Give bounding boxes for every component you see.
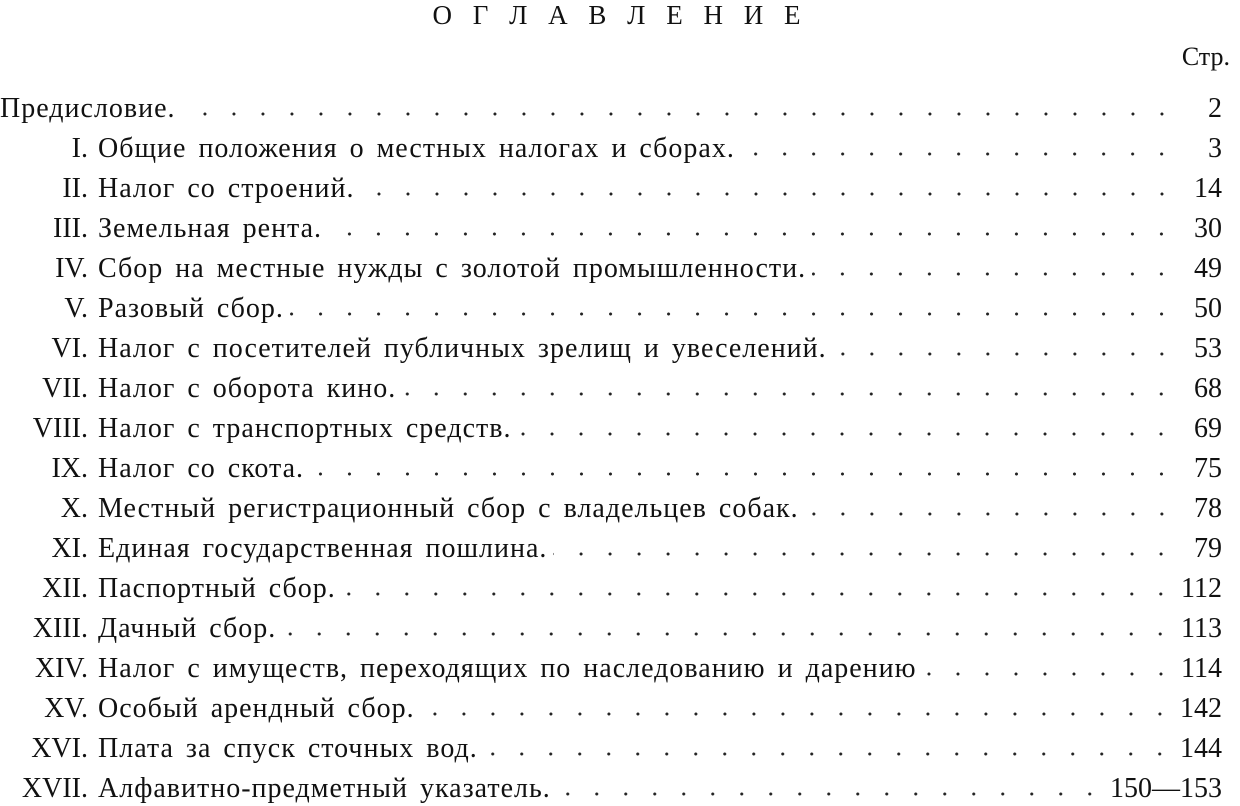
toc-entry-number: VII.: [42, 373, 88, 404]
toc-entry-page: 114: [1181, 653, 1222, 684]
toc-entry-text: Сбор на местные нужды с золотой промышленности.: [98, 253, 807, 284]
dot-leader: [342, 589, 1175, 599]
dot-leader: [282, 629, 1175, 639]
toc-entry-preface: [0, 86, 1240, 126]
toc-entry-text: Земельная рента.: [98, 213, 323, 244]
toc-entry: [0, 166, 1240, 206]
toc-entry-page: 53: [1194, 333, 1222, 364]
toc-entry-number: II.: [62, 173, 88, 204]
toc-entry: [0, 686, 1240, 726]
toc-entry-page: 69: [1194, 413, 1222, 444]
toc-entry-page: 14: [1194, 173, 1222, 204]
toc-entry-text: Предисловие.: [0, 93, 176, 124]
toc-entry-text: Налог со строений.: [98, 173, 355, 204]
toc-entry-page: 3: [1208, 133, 1222, 164]
dot-leader: [741, 149, 1176, 159]
toc-entry: [0, 726, 1240, 766]
toc-entry-page: 79: [1194, 533, 1222, 564]
toc-entry-number: V.: [64, 293, 88, 324]
toc-entry-number: VIII.: [32, 413, 88, 444]
toc-entry-text: Разовый сбор.: [98, 293, 284, 324]
dot-leader: [553, 549, 1176, 559]
toc-entry: [0, 566, 1240, 606]
page-column-header: Стр.: [1181, 42, 1230, 71]
toc-entry: [0, 606, 1240, 646]
dot-leader: [421, 709, 1174, 719]
toc-entry-page: 68: [1194, 373, 1222, 404]
dot-leader: [517, 429, 1176, 439]
toc-entry-text: Особый арендный сбор.: [98, 693, 415, 724]
toc-entry: [0, 206, 1240, 246]
toc-entry-text: Налог с оборота кино.: [98, 373, 397, 404]
dot-leader: [182, 109, 1176, 119]
toc-entry-page: 112: [1181, 573, 1222, 604]
dot-leader: [923, 669, 1175, 679]
dot-leader: [557, 789, 1104, 799]
toc-entry: [0, 326, 1240, 366]
toc-entry: [0, 286, 1240, 326]
toc-entry-text: Налог с имуществ, переходящих по наследованию и дарению: [98, 653, 917, 684]
toc-entry-number: XIII.: [32, 613, 88, 644]
toc-entry-page: 49: [1194, 253, 1222, 284]
toc-entry-page: 2: [1208, 93, 1222, 124]
toc-entry-text: Налог со скота.: [98, 453, 305, 484]
toc-entry-text: Общие положения о местных налогах и сборах.: [98, 133, 735, 164]
toc-entry-number: XV.: [44, 693, 88, 724]
toc-entry-number: IX.: [51, 453, 88, 484]
toc-entry-page: 113: [1181, 613, 1222, 644]
toc-entry-text: Паспортный сбор.: [98, 573, 336, 604]
toc-entry-page: 78: [1194, 493, 1222, 524]
toc-entry-page: 75: [1194, 453, 1222, 484]
toc-entry-page: 142: [1180, 693, 1222, 724]
dot-leader: [310, 469, 1176, 479]
toc-entry-text: Единая государственная пошлина.: [98, 533, 548, 564]
dot-leader: [805, 509, 1176, 519]
toc-entry: [0, 486, 1240, 526]
dot-leader: [290, 309, 1176, 319]
dot-leader: [328, 229, 1176, 239]
toc-entry-number: XVI.: [31, 733, 88, 764]
dot-leader: [484, 749, 1174, 759]
toc-entry-text: Алфавитно-предметный указатель.: [98, 773, 551, 804]
toc-entry-number: X.: [60, 493, 88, 524]
table-of-contents: [0, 86, 1240, 806]
toc-entry-text: Дачный сбор.: [98, 613, 277, 644]
toc-entry-number: XI.: [51, 533, 88, 564]
toc-entry: [0, 646, 1240, 686]
toc-entry-text: Налог с посетителей публичных зрелищ и увеселений.: [98, 333, 827, 364]
dot-leader: [402, 389, 1176, 399]
toc-entry-text: Местный регистрационный сбор с владельцев собак.: [98, 493, 799, 524]
toc-entry-number: XII.: [42, 573, 88, 604]
toc-entry-number: I.: [71, 133, 88, 164]
toc-entry-page: 50: [1194, 293, 1222, 324]
toc-entry-number: XVII.: [21, 773, 88, 804]
toc-entry: [0, 526, 1240, 566]
dot-leader: [833, 349, 1176, 359]
toc-entry-text: Налог с транспортных средств.: [98, 413, 512, 444]
toc-entry: [0, 446, 1240, 486]
toc-entry: [0, 246, 1240, 286]
toc-entry-text: Плата за спуск сточных вод.: [98, 733, 478, 764]
toc-entry-page: 150—153: [1110, 773, 1222, 804]
toc-entry-number: XIV.: [34, 653, 88, 684]
toc-entry: [0, 406, 1240, 446]
toc-entry: [0, 366, 1240, 406]
dot-leader: [361, 189, 1176, 199]
toc-entry-number: III.: [53, 213, 88, 244]
toc-entry-number: VI.: [51, 333, 88, 364]
toc-entry-number: IV.: [55, 253, 88, 284]
dot-leader: [812, 269, 1176, 279]
toc-entry: [0, 126, 1240, 166]
toc-entry: [0, 766, 1240, 806]
toc-entry-page: 30: [1194, 213, 1222, 244]
document-title: О Г Л А В Л Е Н И Е: [432, 0, 808, 30]
toc-entry-page: 144: [1180, 733, 1222, 764]
